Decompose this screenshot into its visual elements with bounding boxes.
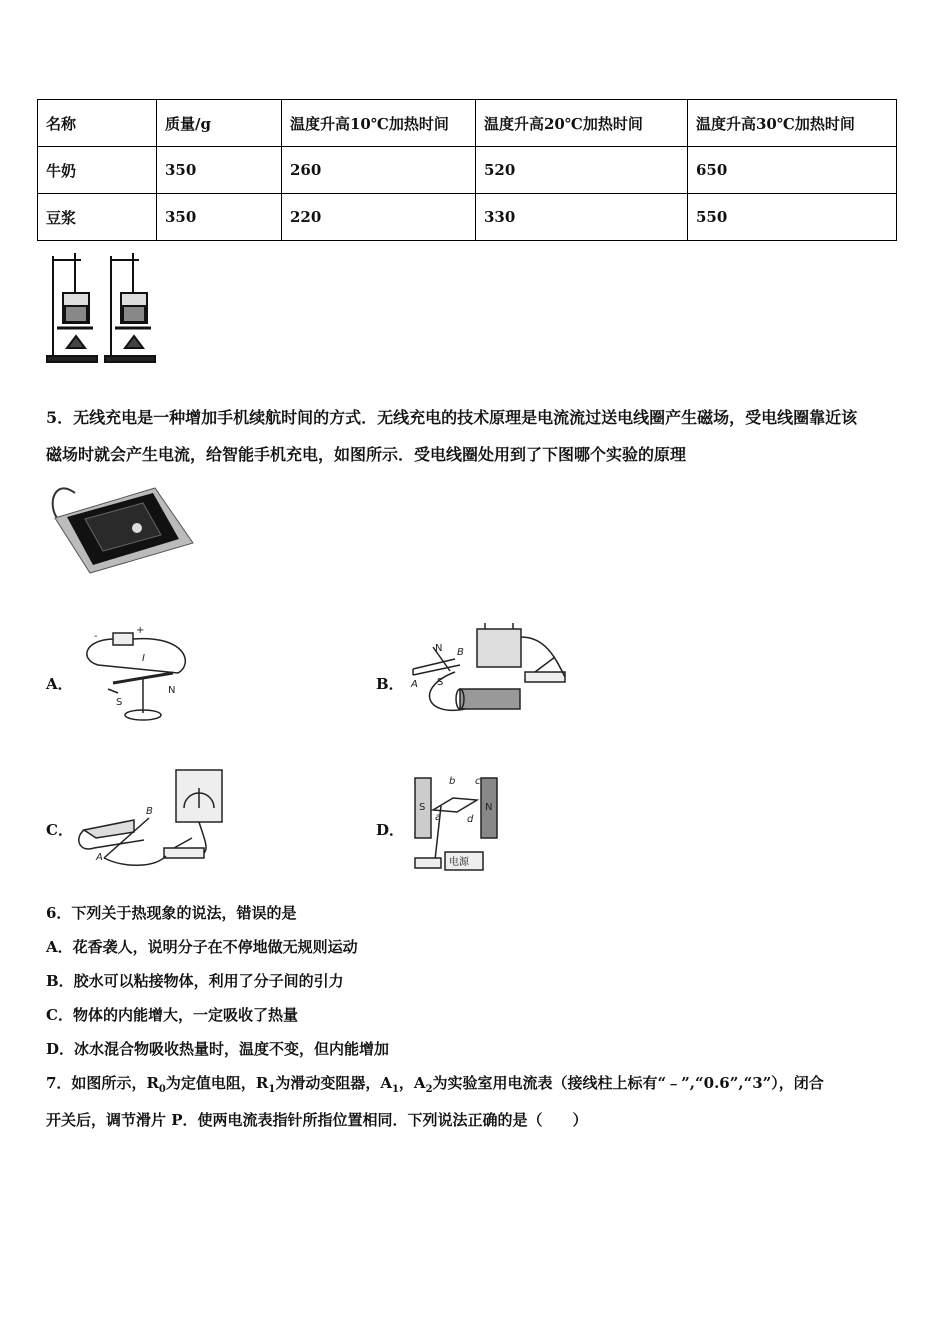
- option-c-label: C．: [46, 821, 73, 839]
- table-cell: 350: [157, 194, 282, 241]
- q7-text: 为定值电阻，R: [165, 1074, 269, 1092]
- fig-a-current: I: [142, 653, 145, 664]
- a1-subscript: 1: [391, 1084, 399, 1095]
- table-header-row: [38, 100, 897, 147]
- fig-a-minus: -: [94, 631, 98, 642]
- fig-d-d: d: [467, 814, 474, 825]
- fig-d-n: N: [485, 802, 493, 813]
- wireless-charger-image: [45, 473, 195, 578]
- heating-time-table: [37, 99, 897, 241]
- fig-a-s: S: [116, 697, 123, 708]
- fig-b-a: A: [411, 679, 418, 690]
- fig-b-b: B: [457, 647, 464, 658]
- table-cell: 260: [282, 147, 476, 194]
- magnetic-force-experiment-figure: [405, 770, 515, 874]
- fig-a-plus: +: [136, 625, 145, 636]
- table-cell: 550: [688, 194, 897, 241]
- q6-option-c: C．物体的内能增大，一定吸收了热量: [46, 1006, 298, 1024]
- q7-stem-line2: 开关后，调节滑片 P．使两电流表指针所指位置相同．下列说法正确的是（ ）: [46, 1111, 588, 1129]
- fig-d-c: c: [475, 776, 481, 787]
- table-header-cell: 温度升高30℃加热时间: [688, 100, 897, 147]
- fig-c-a: A: [96, 852, 103, 863]
- r1-subscript: 1: [268, 1084, 276, 1095]
- heating-apparatus-figure: [45, 248, 160, 366]
- fig-d-power: 电源: [449, 857, 469, 868]
- q7-stem-line1: [46, 1072, 824, 1095]
- a2-subscript: 2: [425, 1084, 433, 1095]
- q5-stem-line1: 5．无线充电是一种增加手机续航时间的方式．无线充电的技术原理是电流流过送电线圈产生磁场，受电线圈靠近该: [46, 408, 858, 427]
- table-cell: 520: [476, 147, 688, 194]
- option-a-label: A．: [46, 675, 73, 693]
- table-header-cell: 温度升高20℃加热时间: [476, 100, 688, 147]
- table-row: [38, 147, 897, 194]
- fig-c-b: B: [146, 806, 153, 817]
- q7-text: 为滑动变阻器，A: [275, 1074, 392, 1092]
- r0-subscript: 0: [158, 1084, 166, 1095]
- table-cell: 牛奶: [38, 147, 157, 194]
- option-b-label: B．: [376, 675, 404, 693]
- motor-experiment-figure: [405, 617, 575, 723]
- table-row: [38, 194, 897, 241]
- fig-b-s: S: [437, 677, 444, 688]
- oersted-experiment-figure: [78, 625, 193, 725]
- fig-b-n: N: [435, 643, 443, 654]
- q5-stem-line2: 磁场时就会产生电流，给智能手机充电，如图所示．受电线圈处用到了下图哪个实验的原理: [46, 445, 687, 464]
- q7-text: ，A: [398, 1074, 426, 1092]
- q6-option-a: A．花香袭人，说明分子在不停地做无规则运动: [46, 938, 358, 956]
- fig-d-b: b: [449, 776, 456, 787]
- table-header-cell: 名称: [38, 100, 157, 147]
- table-header-cell: 温度升高10℃加热时间: [282, 100, 476, 147]
- induction-experiment-figure: [74, 768, 234, 874]
- q6-stem: 6．下列关于热现象的说法，错误的是: [46, 904, 297, 922]
- table-cell: 350: [157, 147, 282, 194]
- table-cell: 豆浆: [38, 194, 157, 241]
- table-cell: 330: [476, 194, 688, 241]
- table-cell: 650: [688, 147, 897, 194]
- q6-option-b: B．胶水可以粘接物体，利用了分子间的引力: [46, 972, 344, 990]
- option-d-label: D．: [376, 821, 405, 839]
- table-header-cell: 质量/g: [157, 100, 282, 147]
- table-cell: 220: [282, 194, 476, 241]
- fig-d-a: a: [435, 812, 442, 823]
- fig-a-n: N: [168, 685, 176, 696]
- q7-text: 7．如图所示，R: [46, 1074, 159, 1092]
- q6-option-d: D．冰水混合物吸收热量时，温度不变，但内能增加: [46, 1040, 390, 1058]
- fig-d-s: S: [419, 802, 426, 813]
- q7-text: 为实验室用电流表（接线柱上标有“﹣”,“0.6”,“3”），闭合: [432, 1074, 824, 1092]
